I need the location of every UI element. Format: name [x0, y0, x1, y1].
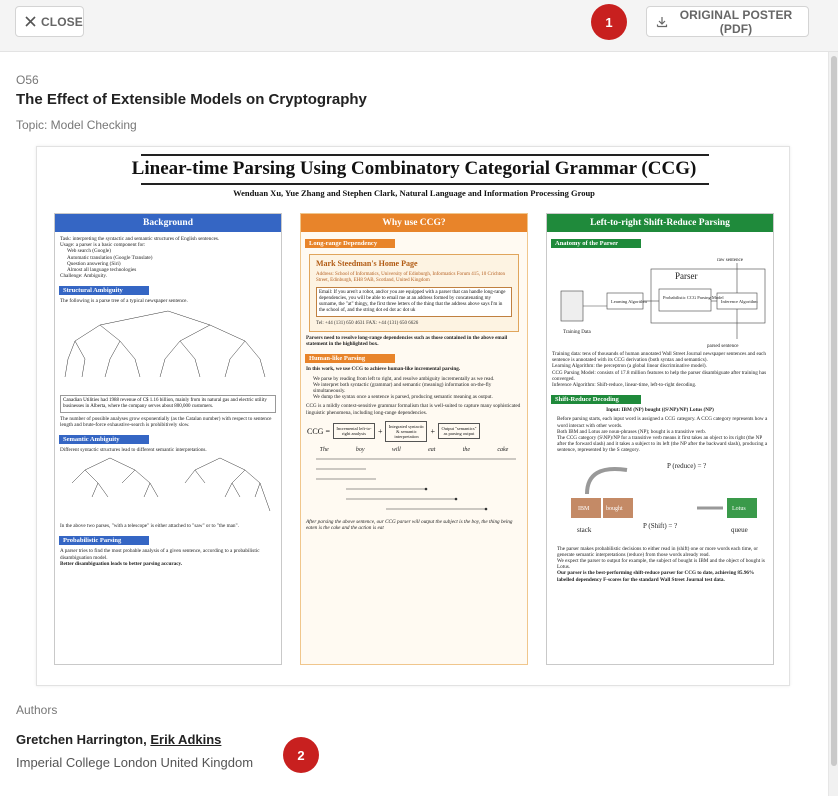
sr-learning: Learning Algorithm: the perceptron (a global linear discriminative model). [552, 363, 707, 370]
word: cake [497, 446, 509, 453]
sr-input: Input: IBM (NP) bought ((S\NP)/NP) Lotus (NP) [606, 407, 714, 414]
poster-rule-mid [141, 183, 709, 185]
paper-topic: Topic: Model Checking [16, 118, 137, 132]
bg-task: Task: interpreting the syntactic and semantic structures of English sentences. [60, 236, 220, 242]
stack-label: stack [577, 525, 592, 534]
poster-image [36, 146, 790, 686]
section-structural-ambiguity: Structural Ambiguity [59, 286, 149, 295]
author-affiliation: Imperial College London United Kingdom [16, 755, 254, 770]
why-ccg-def: CCG is a mildly context-sensitive grammar formalism that is well-suited to capture many sophisticated linguistic phenomena, including long-range dependencies. [306, 403, 521, 416]
word: eat [428, 446, 436, 453]
bg-sentence: Canadian Utilities had 1988 revenue of C$ 1.16 billion, mainly from its natural gas and electric utility businesses in Alberta, where the company serves about 800,000 customers. [60, 395, 276, 413]
poster-column-background [54, 213, 282, 665]
poster-column-why-ccg [300, 213, 528, 665]
marker-badge-2: 2 [283, 737, 319, 773]
word: will [391, 446, 401, 453]
webpage-excerpt [309, 254, 519, 332]
top-bar [0, 0, 838, 52]
why-point-3: We dump the syntax once a sentence is parsed, producing semantic meaning as output. [313, 394, 493, 401]
why-point-2: We interpret both syntactic (grammar) and semantic (meaning) information on-the-fly simultaneously. [313, 381, 492, 395]
bg-telescope: In the above two parses, "with a telescope" is either attached to "saw" or to "the man". [60, 523, 239, 530]
section-probabilistic-parsing: Probabilistic Parsing [59, 536, 149, 545]
section-long-range-dependency: Long-range Dependency [305, 239, 395, 248]
marker-badge-1: 1 [591, 4, 627, 40]
scrollbar[interactable] [828, 52, 838, 796]
sr-final-2: We expect the parser to output for example, the subject of bought is IBM and the object of bought is Lotus. [557, 558, 765, 571]
sr-inference: Inference Algorithm: Shift-reduce, linear-time, left-to-right decoding. [552, 382, 697, 389]
why-after: After parsing the above sentence, our CCG parser will output the subject is the boy, the thing being eaten is the cake and the action is eat [306, 519, 513, 532]
poster-column-shift-reduce [546, 213, 774, 665]
close-label: CLOSE [41, 14, 83, 29]
diagram-label: Inference Algorithm [721, 299, 758, 304]
why-human: In this work, we use CCG to achieve human-like incremental parsing. [306, 366, 461, 373]
web-title: Mark Steedman's Home Page [316, 259, 418, 268]
section-human-like-parsing: Human-like Parsing [305, 354, 395, 363]
poster-rule-top [141, 154, 709, 156]
semantic-trees-graphic [60, 455, 276, 521]
stack-word: IBM [578, 505, 590, 512]
author-link[interactable]: Erik Adkins [150, 732, 222, 747]
column-heading: Background [55, 214, 281, 232]
diagram-label: Probabilistic CCG Parsing Model [663, 295, 724, 300]
why-point-1: We parse by reading from left to right, and resolve ambiguity incrementally as we read. [313, 375, 495, 382]
author-list [16, 732, 221, 747]
why-need: Parsers need to resolve long-range dependencies such as those contained in the above email statement in the highlighted box. [306, 335, 508, 348]
bg-usage: Usage: a parser is a basic component for: [60, 242, 146, 249]
parser-diagram [547, 251, 773, 351]
sr-training: Training data: tens of thousands of human annotated Wall Street Journal newspaper sentences and each sentence is annotated with its CCG derivation (both syntax and semantics). [552, 351, 766, 364]
eq-box-3: Output "semantics" as parsing output [438, 423, 480, 439]
column-heading: Left-to-right Shift-Reduce Parsing [547, 214, 773, 232]
stack-word: bought [606, 505, 623, 512]
section-anatomy: Anatomy of the Parser [551, 239, 641, 248]
download-icon [656, 16, 668, 28]
reduce-arrow [587, 469, 627, 494]
diagram-label: Learning Algorithm [611, 299, 647, 304]
diagram-label: Training Data [563, 330, 591, 335]
scrollbar-thumb[interactable] [831, 56, 837, 766]
bg-use-1: Web search (Google) [67, 248, 111, 255]
bg-growth: The number of possible analyses grow exponentially (as the Catalan number) with respect to sentence length and brute-force exhaustive-search is prohibitively slow. [60, 415, 272, 428]
reduce-label: P (reduce) = ? [667, 461, 707, 470]
sr-step-1: Before parsing starts, each input word is assigned a CCG category. A CCG category represents how a word interact with other words. [557, 416, 768, 429]
eq-box-2: Integrated syntactic & semantic interpretation [385, 421, 427, 442]
close-button[interactable] [15, 6, 84, 37]
shift-label: P (Shift) = ? [643, 521, 678, 530]
sr-step-3: The CCG category (S\NP)/NP for a transitive verb means it first takes an object to its right (the NP after the forward slash) and it takes a subject to its left (the NP after the backward slash), producing a sentence, represented by the S category. [557, 435, 768, 454]
column-heading: Why use CCG? [301, 214, 527, 232]
derivation-words [301, 447, 527, 453]
bg-prob: A parser tries to find the most probable analysis of a given sentence, according to a probabilistic disambiguation model. [60, 548, 260, 561]
parse-tree-graphic [60, 307, 276, 392]
pdf-label: ORIGINAL POSTER (PDF) [679, 7, 793, 36]
diagram-label: Parser [675, 271, 698, 281]
paper-title: The Effect of Extensible Models on Cryptography [16, 91, 367, 108]
sr-final-3: Our parser is the best-performing shift-reduce parser for CCG to date, achieving 85.96% labelled dependency F-scores for the standard Wall Street Journal test data. [557, 570, 755, 583]
diagram-label: raw sentence [717, 258, 743, 263]
ccg-equation: CCG = Incremental left-to-right analysis + Integrated syntactic & semantic interpretation + Output "semantics" as parsing output [307, 421, 521, 442]
poster-subtitle: Wenduan Xu, Yue Zhang and Stephen Clark, Natural Language and Information Processing Group [233, 188, 595, 198]
bg-better: Better disambiguation leads to better parsing accuracy. [60, 560, 183, 567]
web-email: Email: If you aren't a robot, and/or you are equipped with a parser that can handle long-range dependencies, you will be able to email me at an address formed by concatenating my surname, the "at" thingy, the first three letters of the thing that the address above says I'm in the school of, and the string dot ed dot ac dot uk [316, 287, 512, 317]
bg-use-3: Question answering (Siri) [67, 260, 121, 267]
web-address: Address: School of Informatics, University of Edinburgh, Informatics Forum 415, 10 Crichton Street, Edinburgh, EH8 9AB, Scotland, United Kingdom [316, 272, 506, 283]
bg-challenge: Challenge: Ambiguity. [60, 273, 107, 280]
word: the [462, 446, 471, 453]
word: The [319, 446, 329, 453]
paper-code: O56 [16, 73, 39, 87]
bg-use-4: Almost all language technologies [67, 267, 137, 274]
author-name: Gretchen Harrington, [16, 732, 151, 747]
eq-label: CCG = [307, 426, 330, 436]
poster-title: Linear-time Parsing Using Combinatory Categorial Grammar (CCG) [131, 158, 697, 179]
bg-tree-caption: The following is a parse tree of a typical newspaper sentence. [60, 298, 188, 305]
sr-step-2: Both IBM and Lotus are noun-phrases (NP); bought is a transitive verb. [557, 428, 706, 435]
word: boy [355, 446, 365, 453]
queue-label: queue [731, 525, 748, 534]
sr-model: CCG Parsing Model: consists of 17.8 million features to help the parser disambiguate after training has converged. [552, 369, 767, 382]
close-icon [25, 16, 36, 27]
section-semantic-ambiguity: Semantic Ambiguity [59, 435, 149, 444]
sr-final-1: The parser makes probabilistic decisions to either read in (shift) one or more words each time, or generate semantic interpretations (reduce) from those words already read. [557, 545, 758, 558]
bg-semantic: Different syntactic structures lead to different semantic interpretations. [60, 447, 207, 454]
authors-heading: Authors [16, 703, 58, 717]
queue-word: Lotus [732, 505, 746, 512]
ccg-derivation-graphic [306, 455, 522, 517]
eq-box-1: Incremental left-to-right analysis [333, 423, 375, 439]
diagram-label: parsed sentence [707, 344, 739, 349]
section-shift-reduce-decoding: Shift-Reduce Decoding [551, 395, 641, 404]
bg-use-2: Automatic translation (Google Translate) [67, 254, 153, 261]
web-tel: Tel: +44 (131) 650 4631 FAX: +44 (131) 650 6626 [316, 321, 419, 326]
shift-reduce-diagram [547, 454, 773, 546]
original-poster-pdf-button[interactable] [646, 6, 809, 37]
